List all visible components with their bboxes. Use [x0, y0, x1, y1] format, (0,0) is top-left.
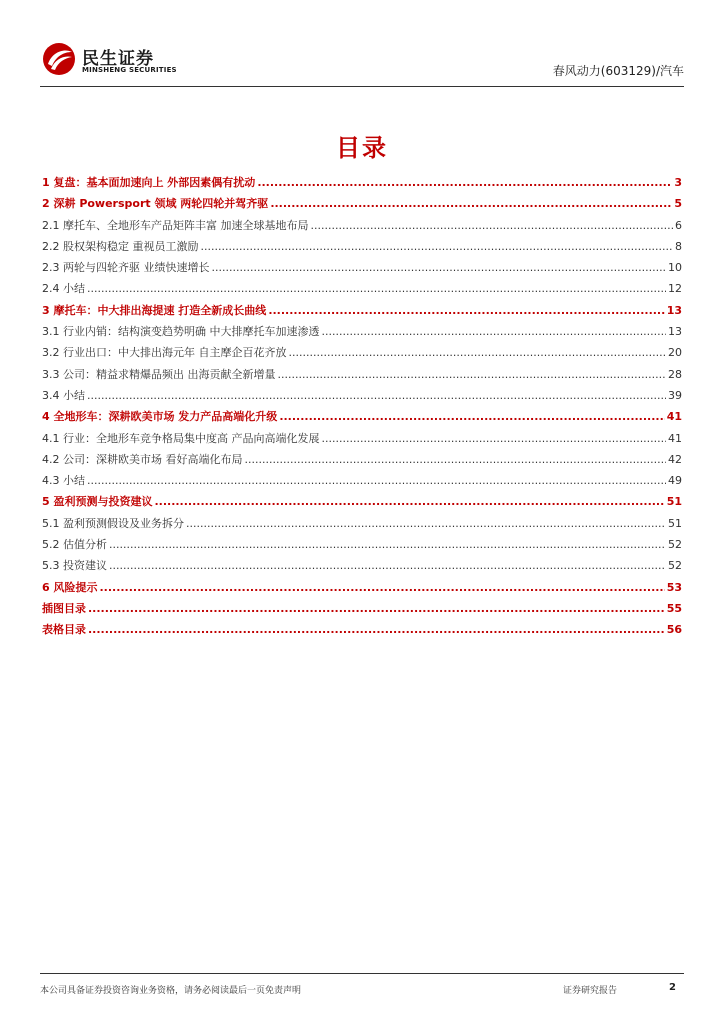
- toc-entry-page: 10: [668, 261, 682, 275]
- footer-disclaimer: 本公司具备证券投资咨询业务资格，请务必阅读最后一页免责声明: [40, 986, 302, 996]
- toc-entry[interactable]: [42, 217, 682, 238]
- toc-entry-page: 41: [668, 431, 682, 445]
- toc-entry-page: 12: [668, 282, 682, 296]
- toc-entry[interactable]: [42, 259, 682, 280]
- toc-entry[interactable]: [42, 344, 682, 365]
- toc-entry-page: 41: [666, 410, 682, 424]
- toc-entry-label: 3.1 行业内销：结构演变趋势明确 中大排摩托车加速渗透: [42, 325, 320, 339]
- toc-leader-dots: [257, 176, 672, 189]
- toc-entry-page: 42: [668, 452, 682, 466]
- toc-title: 目录: [336, 134, 388, 162]
- toc-entry-label: 1 复盘：基本面加速向上 外部因素偶有扰动: [42, 176, 256, 189]
- stock-label: 春风动力(603129)/汽车: [552, 64, 684, 78]
- toc-entry[interactable]: [42, 557, 682, 578]
- toc-leader-dots: [154, 495, 664, 508]
- toc-leader-dots: [88, 623, 665, 636]
- toc-leader-dots: [278, 368, 667, 381]
- toc-entry-label: 3 摩托车：中大排出海提速 打造全新成长曲线: [42, 303, 267, 317]
- toc-entry-page: 53: [666, 580, 682, 594]
- toc-entry[interactable]: [42, 621, 682, 642]
- toc-entry-label: 2 深耕 Powersport 领域 两轮四轮并驾齐驱: [42, 197, 269, 211]
- toc-entry-page: 49: [668, 474, 682, 488]
- toc-entry-page: 51: [668, 516, 682, 530]
- toc-entry-label: 5.1 盈利预测假设及业务拆分: [42, 516, 184, 530]
- toc-entry-page: 20: [668, 346, 682, 360]
- toc-entry-page: 51: [666, 495, 682, 509]
- toc-entry-page: 52: [668, 538, 682, 552]
- toc-entry[interactable]: [42, 323, 682, 344]
- toc-entry[interactable]: [42, 408, 682, 429]
- footer-report-type: 证券研究报告: [563, 986, 618, 996]
- toc-leader-dots: [99, 581, 664, 594]
- toc-entry[interactable]: [42, 451, 682, 472]
- header-divider: [40, 86, 684, 87]
- toc-leader-dots: [322, 432, 667, 445]
- toc-leader-dots: [289, 346, 667, 359]
- toc-entry-label: 2.4 小结: [42, 282, 85, 296]
- toc-entry-page: 52: [668, 559, 682, 573]
- logo-chinese-name: 民生证券: [82, 49, 154, 69]
- toc-leader-dots: [109, 538, 666, 551]
- toc-entry-label: 4.1 行业：全地形车竞争格局集中度高 产品向高端化发展: [42, 431, 320, 445]
- page-header: [40, 40, 684, 84]
- toc-entry-page: 55: [666, 601, 682, 615]
- toc-entry[interactable]: [42, 536, 682, 557]
- toc-entry[interactable]: [42, 387, 682, 408]
- toc-entry-label: 4 全地形车：深耕欧美市场 发力产品高端化升级: [42, 410, 278, 424]
- toc-entry-label: 5 盈利预测与投资建议: [42, 495, 153, 509]
- toc-entry-label: 3.3 公司：精益求精爆品频出 出海贡献全新增量: [42, 367, 276, 381]
- toc-leader-dots: [201, 240, 674, 253]
- toc-entry[interactable]: [42, 493, 682, 514]
- toc-entry-page: 13: [668, 325, 682, 339]
- table-of-contents: [42, 174, 682, 643]
- toc-entry[interactable]: [42, 430, 682, 451]
- toc-leader-dots: [87, 474, 666, 487]
- minsheng-logo-icon: [42, 42, 76, 76]
- toc-entry-label: 插图目录: [42, 601, 86, 615]
- toc-entry[interactable]: [42, 366, 682, 387]
- toc-entry-label: 2.3 两轮与四轮齐驱 业绩快速增长: [42, 261, 210, 275]
- toc-entry-label: 5.2 估值分析: [42, 538, 107, 552]
- toc-entry[interactable]: [42, 515, 682, 536]
- company-logo: [40, 40, 200, 80]
- toc-leader-dots: [88, 602, 665, 615]
- toc-entry-label: 4.3 小结: [42, 474, 85, 488]
- toc-leader-dots: [87, 282, 666, 295]
- toc-entry-page: 8: [675, 239, 682, 253]
- toc-entry-page: 6: [675, 218, 682, 232]
- toc-entry[interactable]: [42, 579, 682, 600]
- toc-leader-dots: [268, 304, 664, 317]
- toc-entry-label: 2.1 摩托车、全地形车产品矩阵丰富 加速全球基地布局: [42, 218, 309, 232]
- toc-leader-dots: [311, 219, 674, 232]
- toc-entry-page: 56: [666, 623, 682, 637]
- toc-leader-dots: [109, 559, 666, 572]
- toc-entry[interactable]: [42, 280, 682, 301]
- toc-entry[interactable]: [42, 302, 682, 323]
- toc-leader-dots: [87, 389, 666, 402]
- footer-divider: [40, 973, 684, 974]
- toc-leader-dots: [279, 410, 664, 423]
- toc-entry-label: 2.2 股权架构稳定 重视员工激励: [42, 239, 199, 253]
- toc-entry-page: 39: [668, 388, 682, 402]
- toc-entry[interactable]: [42, 600, 682, 621]
- page-number: 2: [669, 982, 676, 993]
- toc-entry-label: 3.2 行业出口：中大排出海元年 自主摩企百花齐放: [42, 346, 287, 360]
- toc-entry[interactable]: [42, 174, 682, 195]
- toc-entry-page: 3: [674, 176, 682, 189]
- toc-leader-dots: [186, 517, 666, 530]
- toc-entry-page: 5: [674, 197, 682, 211]
- toc-leader-dots: [270, 197, 672, 210]
- toc-entry[interactable]: [42, 238, 682, 259]
- toc-entry-label: 5.3 投资建议: [42, 559, 107, 573]
- toc-entry-page: 28: [668, 367, 682, 381]
- toc-leader-dots: [245, 453, 667, 466]
- logo-english-name: MINSHENG SECURITIES: [82, 66, 177, 74]
- toc-entry-label: 表格目录: [42, 623, 86, 637]
- toc-entry[interactable]: [42, 195, 682, 216]
- toc-entry-label: 3.4 小结: [42, 388, 85, 402]
- toc-entry-page: 13: [666, 303, 682, 317]
- toc-entry[interactable]: [42, 472, 682, 493]
- toc-entry-label: 6 风险提示: [42, 580, 98, 594]
- toc-leader-dots: [322, 325, 667, 338]
- toc-leader-dots: [212, 261, 667, 274]
- toc-entry-label: 4.2 公司：深耕欧美市场 看好高端化布局: [42, 452, 243, 466]
